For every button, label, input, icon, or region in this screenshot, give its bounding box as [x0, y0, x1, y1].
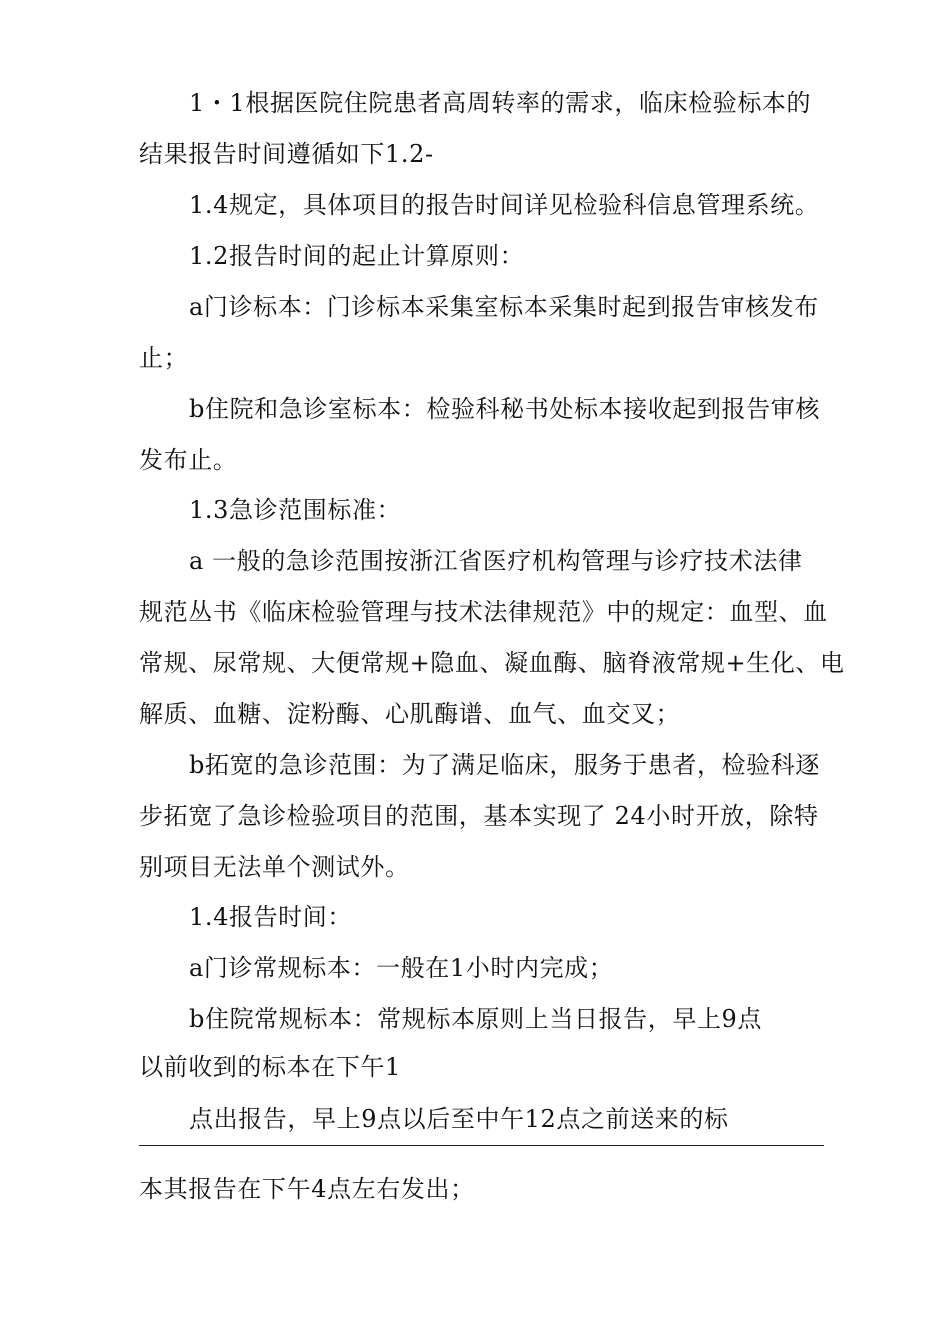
text-line: 以前收到的标本在下午1 — [139, 1053, 401, 1081]
text-line: 1.3急诊范围标准： — [189, 496, 402, 524]
text-line: 结果报告时间遵循如下1.2- — [139, 140, 434, 168]
page-divider — [139, 1145, 824, 1146]
text-line: 规范丛书《临床检验管理与技术法律规范》中的规定：血型、血 — [139, 598, 828, 626]
text-line: 本其报告在下午4点左右发出； — [139, 1175, 475, 1203]
text-line: 步拓宽了急诊检验项目的范围，基本实现了 24小时开放，除特 — [139, 802, 819, 830]
text-line: a 一般的急诊范围按浙江省医疗机构管理与诊疗技术法律 — [189, 547, 803, 575]
text-line: a门诊标本：门诊标本采集室标本采集时起到报告审核发布 — [189, 293, 819, 321]
text-line: 止； — [139, 344, 189, 372]
text-line: 发布止。 — [139, 446, 238, 474]
text-line: 1.4规定，具体项目的报告时间详见检验科信息管理系统。 — [189, 191, 820, 219]
text-line: 解质、血糖、淀粉酶、心肌酶谱、血气、血交叉； — [139, 700, 681, 728]
text-line: 1.4报告时间： — [189, 903, 352, 931]
text-line: b住院和急诊室标本：检验科秘书处标本接收起到报告审核 — [189, 395, 820, 423]
text-line: 别项目无法单个测试外。 — [139, 853, 410, 881]
text-line: 常规、尿常规、大便常规+隐血、凝血酶、脑脊液常规+生化、电 — [139, 649, 845, 677]
text-line: b住院常规标本：常规标本原则上当日报告，早上9点 — [189, 1005, 763, 1033]
text-line: 1.2报告时间的起止计算原则： — [189, 242, 525, 270]
text-line: 1・1根据医院住院患者高周转率的需求，临床检验标本的 — [189, 89, 812, 117]
text-line: a门诊常规标本：一般在1小时内完成； — [189, 954, 614, 982]
text-line: 点出报告，早上9点以后至中午12点之前送来的标 — [189, 1105, 729, 1133]
text-line: b拓宽的急诊范围：为了满足临床，服务于患者，检验科逐 — [189, 751, 820, 779]
